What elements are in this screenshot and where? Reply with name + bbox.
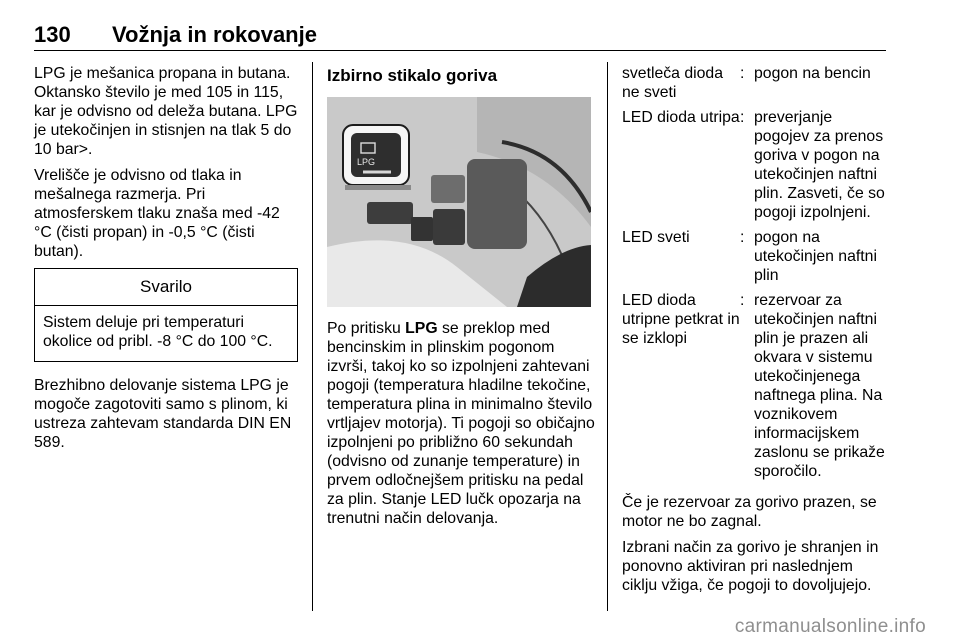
page-title: Vožnja in rokovanje bbox=[112, 22, 317, 47]
column-right bbox=[622, 64, 888, 602]
photo-button-label: LPG bbox=[357, 157, 376, 167]
boiling-point-paragraph: Vrelišče je odvisno od tlaka in mešalnega razmerja. Pri atmosferskem tlaku znaša med -42 °C (čisti propan) in -0,5 °C (čisti butan). bbox=[34, 167, 280, 260]
selector-paragraph: Po pritisku LPG se preklop med bencinskim in plinskim pogonom izvrši, takoj ko so izpolnjeni zahtevani pogoji (temperatura hladilne tekočine, temperatura plina in minimalno število vrtljajev motorja). Ti pogoji so običajno izpolnjeni po približno 60 sekundah (odvisno od zunanje temperature) in prvem odločnejšem pritisku na pedal za plin. Stanje LED lučk opozarja na trenutni način delovanja. bbox=[327, 320, 595, 527]
page-number: 130 bbox=[34, 22, 71, 47]
fuel-selector-photo bbox=[327, 97, 591, 307]
led-status-row: LED sveti : pogon na utekočinjen naftni plin bbox=[622, 229, 877, 284]
lpg-intro-paragraph: LPG je mešanica propana in butana. Oktansko število je med 105 in 115, kar je odvisno od deleža butana. LPG je utekočinjen in stisnjen na tlak 5 do 10 bar>. bbox=[34, 65, 298, 158]
led-status-row: svetleča dioda ne sveti : pogon na bencin bbox=[622, 65, 871, 101]
warning-title: Svarilo bbox=[35, 269, 297, 306]
watermark: carmanualsonline.info bbox=[734, 616, 926, 637]
lpg-button-reference: LPG bbox=[405, 320, 438, 337]
led-status-row: LED dioda utripa : preverjanje pogojev za prenos goriva v pogon na utekočinjen naftni plin. Zasveti, če so pogoji izpolnjeni. bbox=[622, 109, 885, 221]
warning-box bbox=[34, 268, 298, 362]
led-status-row: LED dioda utripne petkrat in se izklopi : rezervoar za utekočinjen naftni plin je prazen ali okvara v sistemu utekočinjenega naftnega plina. Na voznikovem informacijskem zaslonu se prikaže sporočilo. bbox=[622, 292, 885, 480]
header-rule bbox=[34, 50, 886, 51]
fuel-mode-memory-paragraph: Izbrani način za gorivo je shranjen in ponovno aktiviran pri naslednjem ciklju vžiga, če pogoji to dovoljujejo. bbox=[622, 539, 879, 594]
warning-body: Sistem deluje pri temperaturi okolice od pribl. -8 °C do 100 °C. bbox=[43, 314, 273, 350]
section-title: Izbirno stikalo goriva bbox=[327, 66, 498, 85]
standard-paragraph: Brezhibno delovanje sistema LPG je mogoče zagotoviti samo s plinom, ki ustreza zahtevam standarda DIN EN 589. bbox=[34, 377, 292, 451]
column-middle bbox=[327, 64, 595, 535]
column-left bbox=[34, 64, 298, 459]
empty-tank-paragraph: Če je rezervoar za gorivo prazen, se motor ne bo zagnal. bbox=[622, 494, 877, 530]
column-divider-left bbox=[312, 62, 313, 611]
column-divider-right bbox=[607, 62, 608, 611]
